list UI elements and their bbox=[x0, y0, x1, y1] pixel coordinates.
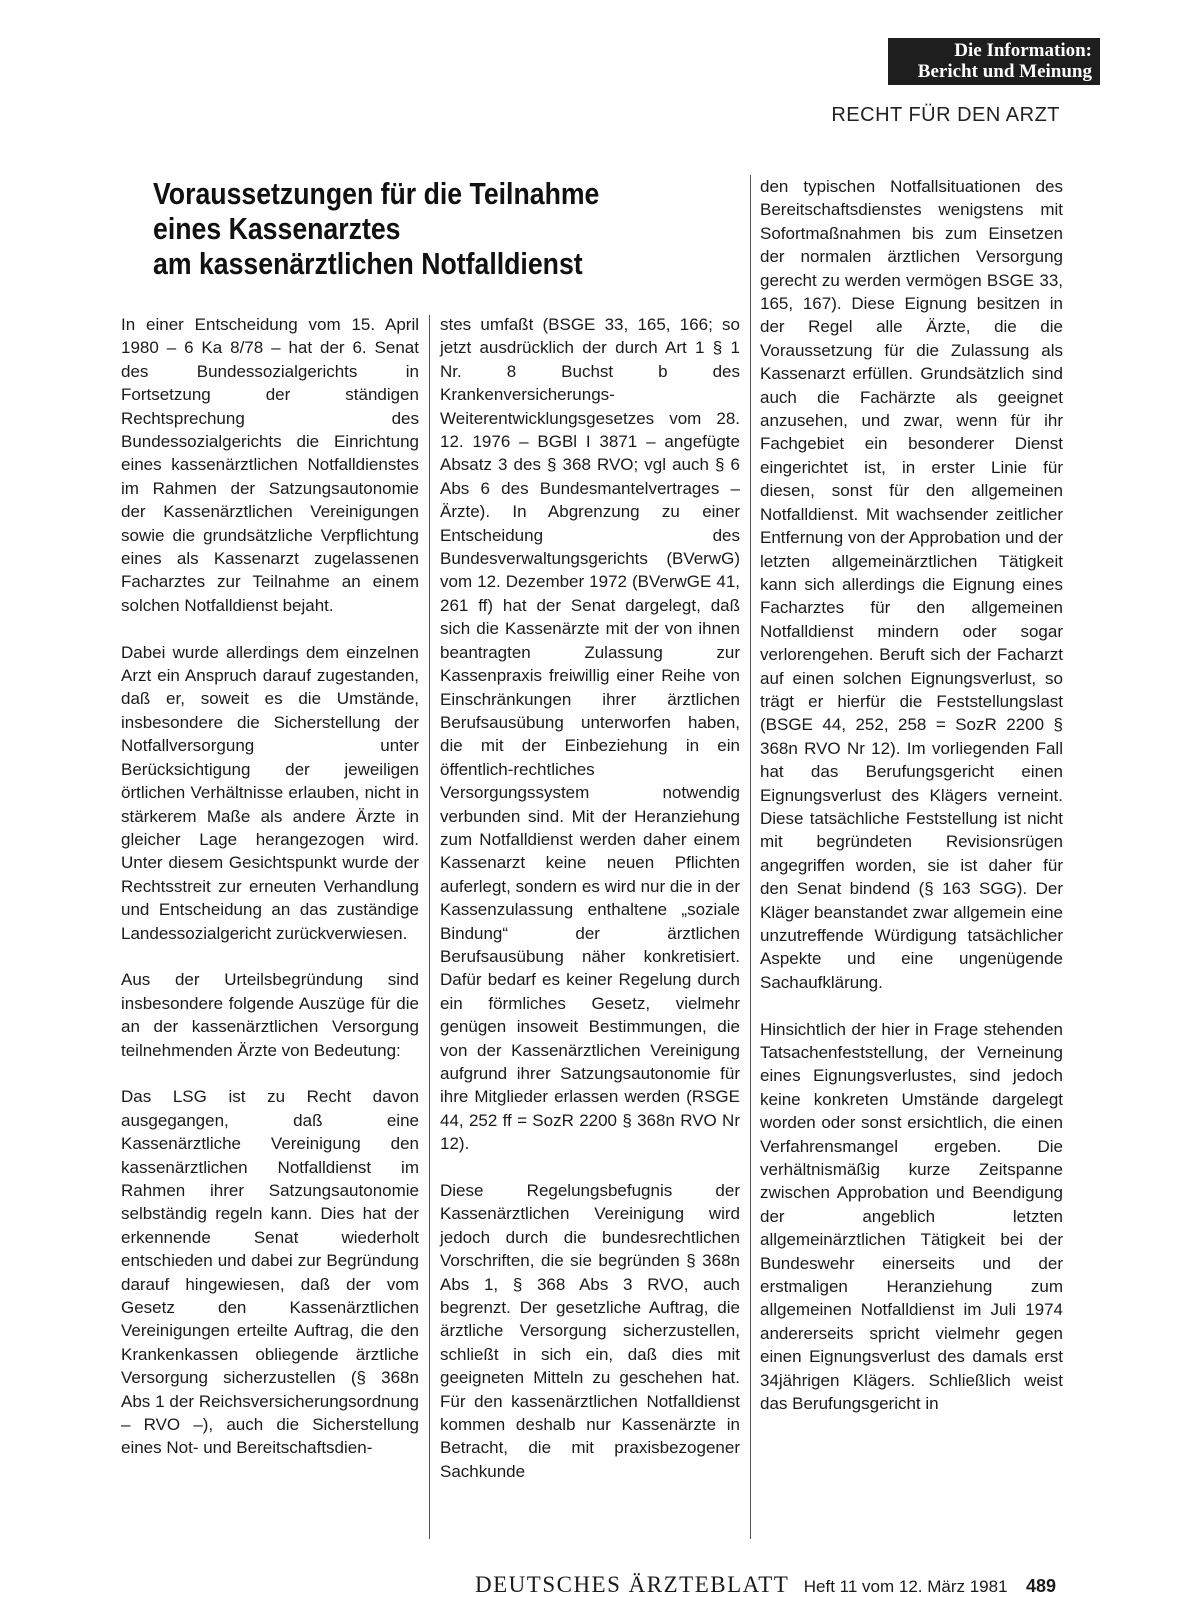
text-column-1 bbox=[121, 313, 419, 1483]
paragraph: Das LSG ist zu Recht davon ausgegangen, daß eine Kassenärztliche Vereinigung den kassenärztlichen Notfalldienst im Rahmen ihrer Satzungsautonomie selbständig regeln kann. Dies hat der erkennende Senat wiederholt entschieden und dabei zur Begründung darauf hingewiesen, daß der vom Gesetz den Kassenärztlichen Vereinigungen erteilte Auftrag, die den Krankenkassen obliegende ärztliche Versorgung sicherzustellen (§ 368n Abs 1 der Reichsversicherungsordnung – RVO –), auch die Sicherstellung eines Not- und Bereitschaftsdien- bbox=[121, 1087, 419, 1458]
badge-line-2: Bericht und Meinung bbox=[917, 61, 1092, 82]
page-number: 489 bbox=[1026, 1576, 1057, 1596]
section-badge bbox=[888, 38, 1100, 85]
column-divider bbox=[429, 315, 430, 1539]
article-title bbox=[153, 176, 635, 281]
text-column-3 bbox=[760, 175, 1063, 1439]
paragraph: stes umfaßt (BSGE 33, 165, 166; so jetzt ausdrücklich der durch Art 1 § 1 Nr. 8 Buchst b des Krankenversicherungs-Weiterentwicklungsgesetzes vom 28. 12. 1976 – BGBl I 3871 – angefügte Absatz 3 des § 368 RVO; vgl auch § 6 Abs 6 des Bundesmantelvertrages – Ärzte). In Abgrenzung zu einer Entscheidung des Bundesverwaltungsgerichts (BVerwG) vom 12. Dezember 1972 (BVerwGE 41, 261 ff) hat der Senat dargelegt, daß sich die Kassenärzte mit der von ihnen beantragten Zulassung zur Kassenpraxis freiwillig einer Reihe von Einschränkungen ihrer ärztlichen Berufsausübung unterworfen haben, die mit der Einbeziehung in ein öffentlich-rechtliches Versorgungssystem notwendig verbunden sind. Mit der Heranziehung zum Notfalldienst werden daher einem Kassenarzt keine neuen Pflichten auferlegt, sondern es wird nur die in der Kassenzulassung enthaltene „soziale Bindung“ der ärztlichen Berufsausübung näher konkretisiert. Dafür bedarf es keiner Regelung durch ein förmliches Gesetz, vielmehr genügen insoweit Bestimmungen, die von der Kassenärztlichen Vereinigung aufgrund ihrer Satzungsautonomie für ihre Mitglieder erlassen werden (RSGE 44, 252 ff = SozR 2200 § 368n RVO Nr 12). bbox=[440, 315, 740, 1154]
paragraph: Dabei wurde allerdings dem einzelnen Arzt ein Anspruch darauf zugestanden, daß er, soweit es die Umstände, insbesondere die Sicherstellung der Notfallversorgung unter Berücksichtigung der jeweiligen örtlichen Verhältnisse erlauben, nicht in stärkerem Maße als andere Ärzte in gleicher Lage herangezogen wird. Unter diesem Gesichtspunkt wurde der Rechtsstreit zur erneuten Verhandlung und Entscheidung an das zuständige Landessozialgericht zurückverwiesen. bbox=[121, 642, 419, 943]
title-line-3: am kassenärztlichen Notfalldienst bbox=[153, 246, 583, 281]
paragraph: Hinsichtlich der hier in Frage stehenden Tatsachenfeststellung, der Verneinung eines Eignungsverlustes, sind jedoch keine konkreten Umstände dargelegt worden oder sonst ersichtlich, die einen Verfahrensmangel ergeben. Die verhältnismäßig kurze Zeitspanne zwischen Approbation und Beendigung der angeblich letzten allgemeinärztlichen Tätigkeit bei der Bundeswehr einerseits und der erstmaligen Heranziehung zum allgemeinen Notfalldienst im Juli 1974 andererseits spricht vielmehr gegen einen Eignungsverlust des damals erst 34jährigen Klägers. Schließlich weist das Berufungsgericht in bbox=[760, 1019, 1063, 1414]
column-divider bbox=[750, 175, 751, 1539]
journal-name: DEUTSCHES ÄRZTEBLATT bbox=[475, 1572, 790, 1597]
badge-line-1: Die Information: bbox=[954, 40, 1092, 61]
text-column-2 bbox=[440, 313, 740, 1507]
issue-info: Heft 11 vom 12. März 1981 bbox=[803, 1577, 1008, 1596]
title-line-1: Voraussetzungen für die Teilnahme bbox=[153, 176, 600, 211]
paragraph: den typischen Notfallsituationen des Bereitschaftsdienstes wenigstens mit Sofortmaßnahmen bis zum Einsetzen der normalen ärztlichen Versorgung gerecht zu werden vermögen BSGE 33, 165, 167). Diese Eignung besitzen in der Regel alle Ärzte, die die Voraussetzung für die Zulassung als Kassenarzt erfüllen. Grundsätzlich sind auch die Fachärzte als geeignet anzusehen, und zwar, wenn für ihr Fachgebiet ein besonderer Dienst eingerichtet ist, in erster Linie für diesen, sonst für den allgemeinen Notfalldienst. Mit wachsender zeitlicher Entfernung von der Approbation und der letzten allgemeinärztlichen Tätigkeit kann sich allerdings die Eignung eines Facharztes für den allgemeinen Notfalldienst mindern oder sogar verlorengehen. Beruft sich der Facharzt auf einen solchen Eignungsverlust, so trägt er hierfür die Feststellungslast (BSGE 44, 252, 258 = SozR 2200 § 368n RVO Nr 12). Im vorliegenden Fall hat das Berufungsgericht einen Eignungsverlust des Klägers verneint. Diese tatsächliche Feststellung ist nicht mit begründeten Revisionsrügen angegriffen worden, sie ist daher für den Senat bindend (§ 163 SGG). Der Kläger beanstandet zwar allgemein eine unzutreffende Würdigung tatsächlicher Aspekte und eine ungenügende Sachaufklärung. bbox=[760, 177, 1063, 992]
paragraph: Diese Regelungsbefugnis der Kassenärztlichen Vereinigung wird jedoch durch die bundesrechtlichen Vorschriften, die sie begründen § 368n Abs 1, § 368 Abs 3 RVO, auch begrenzt. Der gesetzliche Auftrag, die ärztliche Versorgung sicherzustellen, schließt in sich ein, daß dies mit geeigneten Mitteln zu geschehen hat. Für den kassenärztlichen Notfalldienst kommen deshalb nur Kassenärzte in Betracht, die mit praxisbezogener Sachkunde bbox=[440, 1181, 740, 1481]
paragraph: Aus der Urteilsbegründung sind insbesondere folgende Auszüge für die an der kassenärztlichen Versorgung teilnehmenden Ärzte von Bedeutung: bbox=[121, 970, 419, 1060]
title-line-2: eines Kassenarztes bbox=[153, 211, 401, 246]
section-title: RECHT FÜR DEN ARZT bbox=[831, 104, 1060, 126]
paragraph: In einer Entscheidung vom 15. April 1980 – 6 Ka 8/78 – hat der 6. Senat des Bundessozialgerichts in Fortsetzung der ständigen Rechtsprechung des Bundessozialgerichts die Einrichtung eines kassenärztlichen Notfalldienstes im Rahmen der Satzungsautonomie der Kassenärztlichen Vereinigungen sowie die grundsätzliche Verpflichtung eines als Kassenarzt zugelassenen Facharztes zur Teilnahme an einem solchen Notfalldienst bejaht. bbox=[121, 315, 419, 615]
page-footer bbox=[475, 1572, 1100, 1598]
